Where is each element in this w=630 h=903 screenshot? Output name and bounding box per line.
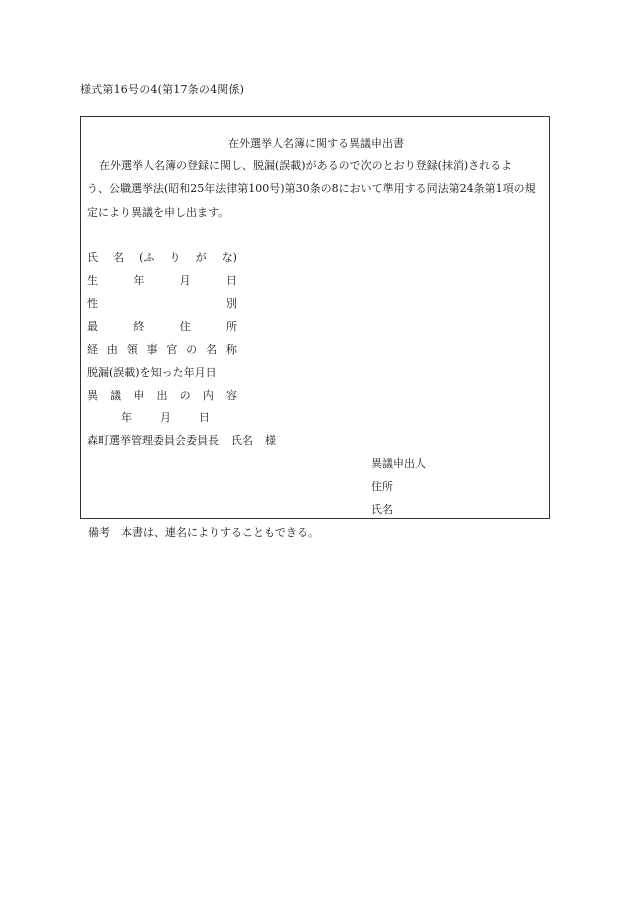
filing-date: 年 月 日 (121, 411, 210, 424)
body-line-2: う、公職選挙法(昭和25年法律第100号)第30条の8において準用する同法第24条第1項の規 (87, 182, 536, 195)
field-omission-date: 脱漏(誤載)を知った年月日 (87, 366, 217, 379)
body-line-1: 在外選挙人名簿の登録に関し、脱漏(誤載)があるので次のとおり登録(抹消)されるよ (99, 159, 513, 172)
committee-name: 森町選挙管理委員会委員長 (87, 434, 219, 447)
applicant-label: 異議申出人 (371, 457, 426, 470)
field-consul: 経 由 領 事 官 の 名 称 (87, 343, 237, 356)
form-box (80, 116, 550, 519)
field-birth: 生 年 月 日 (87, 274, 237, 287)
addressee (87, 432, 276, 448)
field-objection-content: 異 議 申 出 の 内 容 (87, 389, 237, 402)
field-last-address: 最 終 住 所 (87, 320, 237, 333)
addressee-name-label: 氏名 (231, 434, 253, 447)
body-line-3: 定により異議を申し出ます。 (87, 206, 230, 219)
form-title: 在外選挙人名簿に関する異議申出書 (228, 137, 404, 150)
field-name: 氏 名 (ふ り が な) (87, 251, 237, 264)
form-number: 様式第16号の4(第17条の4関係) (80, 83, 245, 96)
applicant-name-label: 氏名 (371, 503, 393, 516)
field-sex: 性 別 (87, 297, 237, 310)
remarks-note: 備考 本書は、連名によりすることもできる。 (88, 526, 319, 539)
honorific: 様 (265, 434, 276, 447)
applicant-address-label: 住所 (371, 480, 393, 493)
